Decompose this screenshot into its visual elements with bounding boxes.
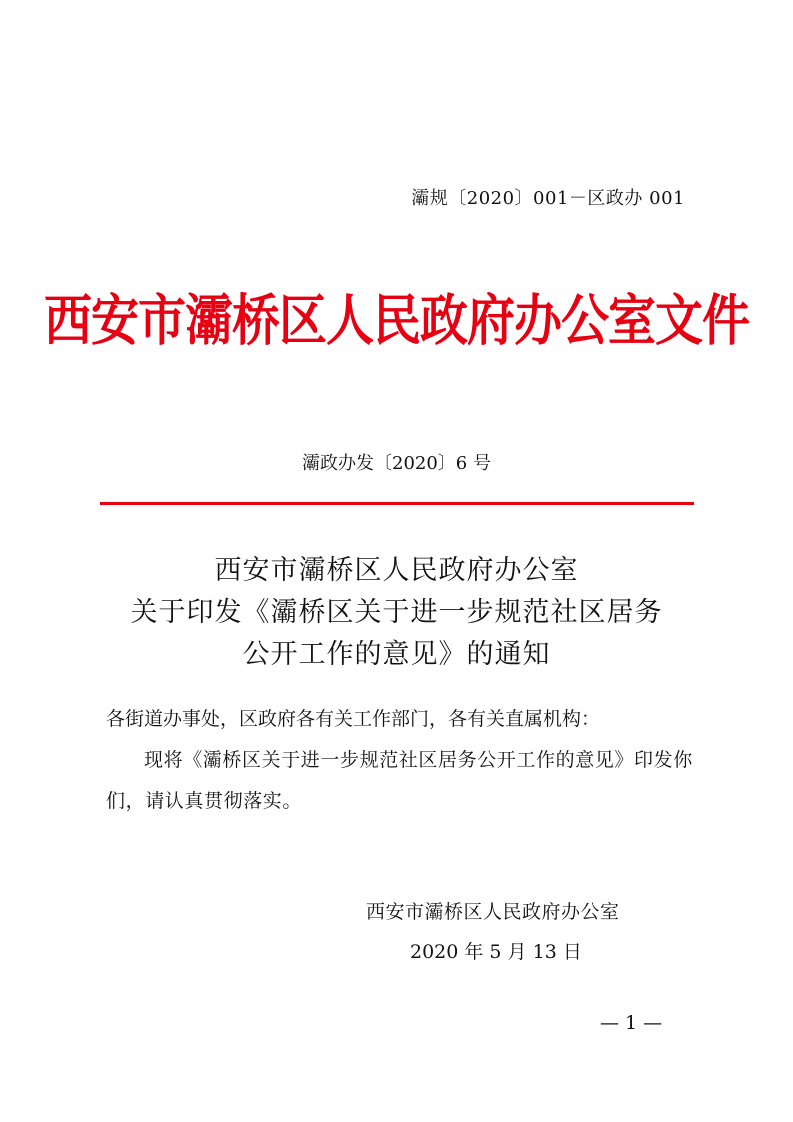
issuing-office-signature: 西安市灞桥区人民政府办公室: [366, 901, 620, 923]
title-line-2: 关于印发《灞桥区关于进一步规范社区居务: [130, 597, 663, 628]
issue-date: 2020 年 5 月 13 日: [410, 941, 582, 963]
document-code: 灞规〔2020〕001－区政办 001: [411, 188, 685, 209]
body-paragraph: 现将《灞桥区关于进一步规范社区居务公开工作的意见》印发你们，请认真贯彻落实。: [106, 749, 693, 812]
notice-title: [0, 550, 793, 676]
addressee: 各街道办事处，区政府各有关工作部门，各有关直属机构：: [106, 708, 601, 730]
issue-number: 灞政办发〔2020〕6 号: [302, 453, 491, 474]
title-line-3: 公开工作的意见》的通知: [242, 639, 551, 670]
red-divider-line: [100, 502, 694, 505]
page-number: — 1 —: [600, 1012, 663, 1034]
red-header-title: 西安市灞桥区人民政府办公室文件: [43, 288, 749, 354]
title-line-1: 西安市灞桥区人民政府办公室: [214, 555, 579, 586]
